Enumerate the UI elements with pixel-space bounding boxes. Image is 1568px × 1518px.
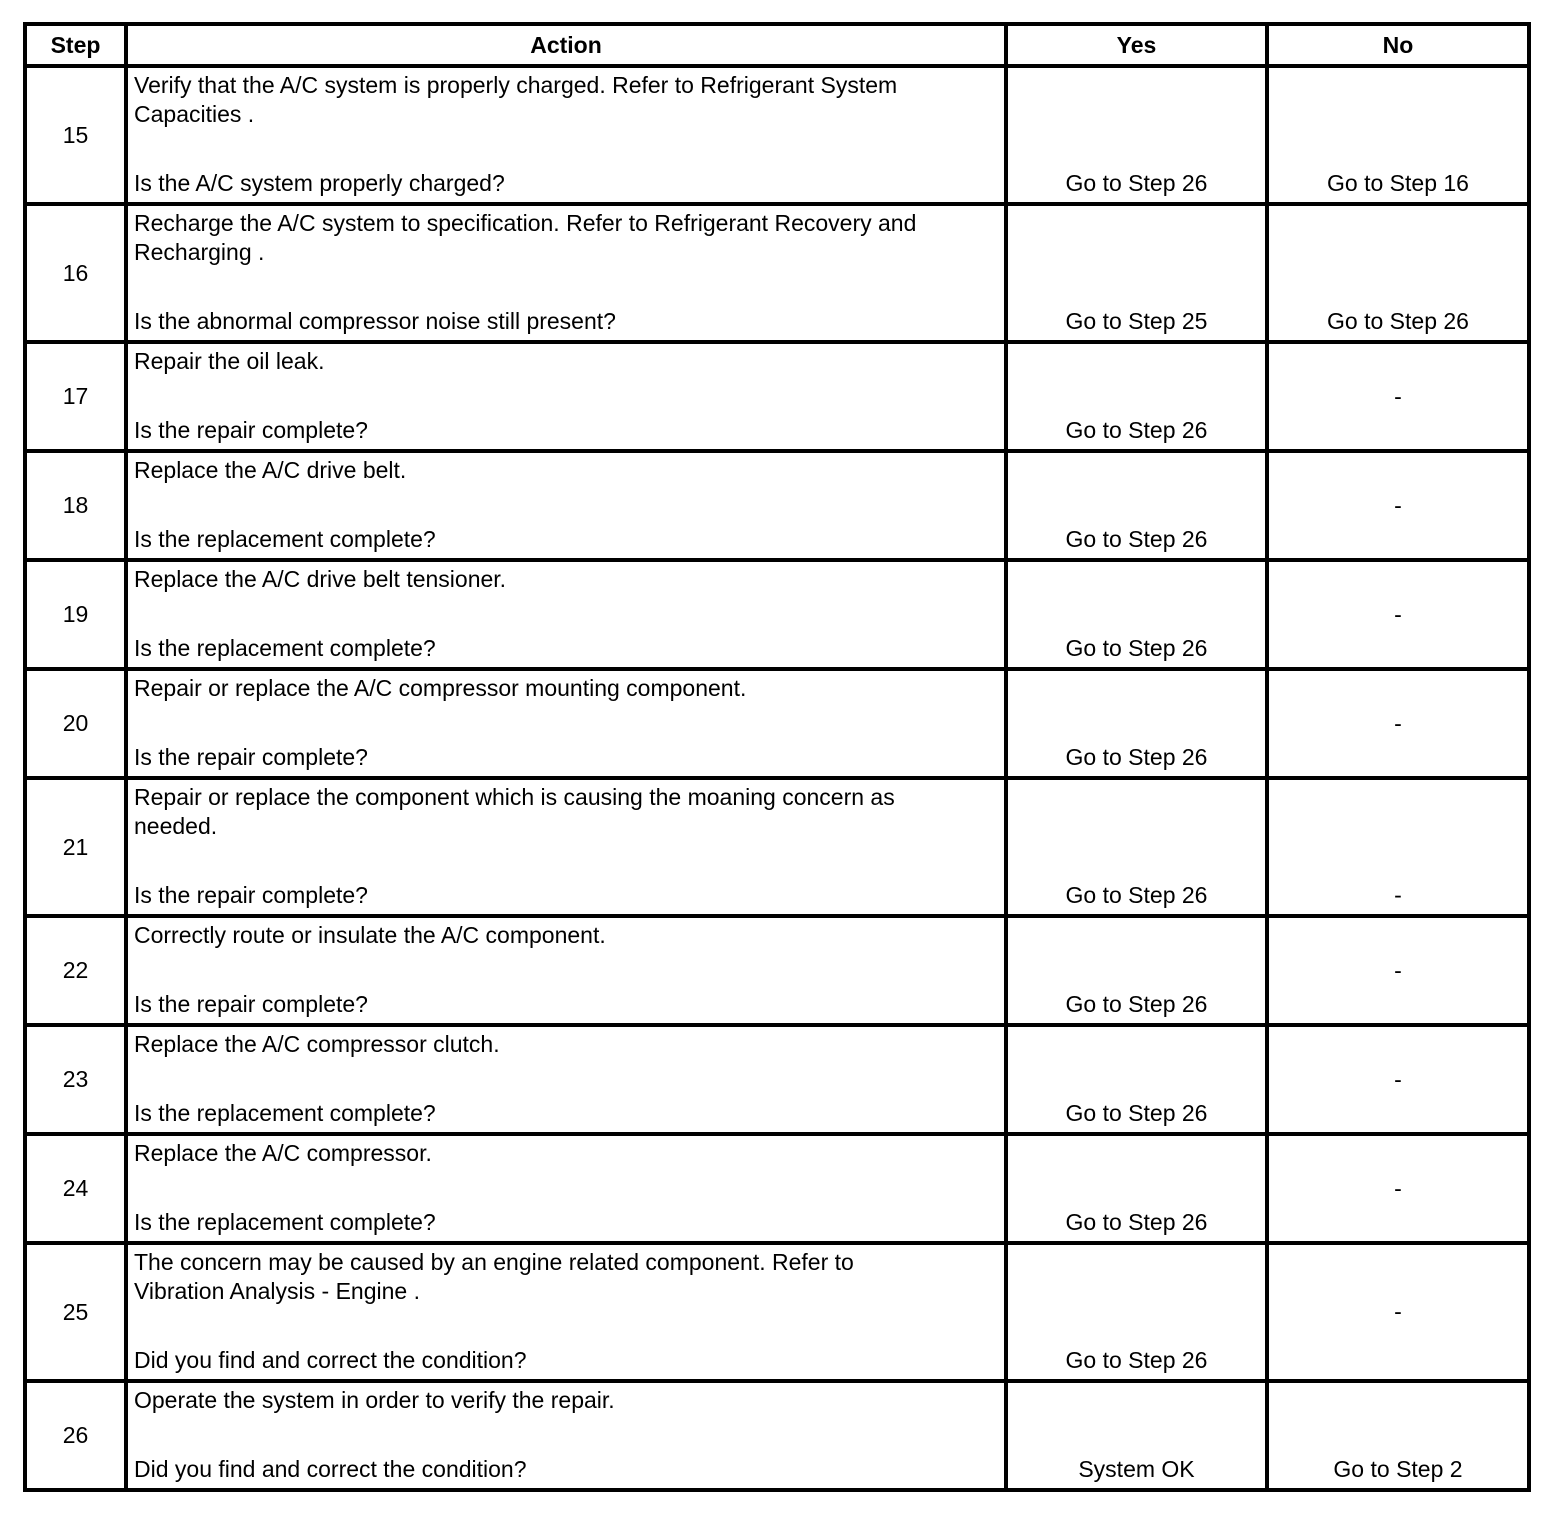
- no-cell: [1267, 778, 1529, 916]
- yes-cell: [1006, 560, 1267, 669]
- step-number: 16: [25, 204, 126, 342]
- table-row: [25, 916, 1529, 1025]
- no-result: Go to Step 16: [1327, 170, 1469, 196]
- table-row: [25, 778, 1529, 916]
- no-cell: [1267, 342, 1529, 451]
- action-cell: [126, 560, 1006, 669]
- action-instruction: Replace the A/C compressor clutch.: [134, 1031, 500, 1057]
- action-instruction: Replace the A/C drive belt tensioner.: [134, 566, 507, 592]
- action-instruction: Replace the A/C drive belt.: [134, 457, 407, 483]
- yes-cell: [1006, 1243, 1267, 1381]
- yes-column-header: Yes: [1006, 24, 1267, 66]
- action-question: Did you find and correct the condition?: [134, 1456, 527, 1482]
- action-cell: [126, 1134, 1006, 1243]
- yes-cell: [1006, 1134, 1267, 1243]
- action-question: Is the A/C system properly charged?: [134, 170, 505, 196]
- action-instruction: Repair the oil leak.: [134, 348, 325, 374]
- action-question: Is the replacement complete?: [134, 1209, 436, 1235]
- table-row: [25, 66, 1529, 204]
- table-row: [25, 1381, 1529, 1490]
- yes-result: Go to Step 26: [1065, 1347, 1208, 1373]
- yes-result: Go to Step 26: [1065, 744, 1208, 770]
- action-instruction: Correctly route or insulate the A/C component.: [134, 922, 606, 948]
- action-content: [128, 918, 1004, 1023]
- no-cell: [1267, 66, 1529, 204]
- yes-result: System OK: [1078, 1456, 1195, 1482]
- no-result: -: [1394, 1066, 1402, 1092]
- action-cell: [126, 1381, 1006, 1490]
- action-content: [128, 1245, 1004, 1379]
- step-number: 26: [25, 1381, 126, 1490]
- action-instruction: Recharge the A/C system to specification. Refer to Refrigerant Recovery and Recharging .: [134, 210, 917, 265]
- action-content: [128, 671, 1004, 776]
- action-content: [128, 1383, 1004, 1488]
- yes-result: Go to Step 26: [1065, 417, 1208, 443]
- diagnostic-table: [23, 22, 1531, 1492]
- yes-cell: [1006, 66, 1267, 204]
- action-cell: [126, 778, 1006, 916]
- no-result: -: [1394, 710, 1402, 736]
- action-cell: [126, 451, 1006, 560]
- action-instruction: Repair or replace the component which is causing the moaning concern as needed.: [134, 784, 895, 839]
- table-row: [25, 451, 1529, 560]
- table-row: [25, 342, 1529, 451]
- no-column-header: No: [1267, 24, 1529, 66]
- no-cell: [1267, 1025, 1529, 1134]
- step-number: 17: [25, 342, 126, 451]
- yes-cell: [1006, 669, 1267, 778]
- action-instruction: Operate the system in order to verify the repair.: [134, 1387, 615, 1413]
- yes-result: Go to Step 25: [1065, 308, 1208, 334]
- yes-cell: [1006, 778, 1267, 916]
- yes-result: Go to Step 26: [1065, 526, 1208, 552]
- action-content: [128, 206, 1004, 340]
- no-result: -: [1394, 492, 1402, 518]
- action-question: Is the repair complete?: [134, 991, 368, 1017]
- no-cell: [1267, 451, 1529, 560]
- yes-result: Go to Step 26: [1065, 635, 1208, 661]
- step-column-header: Step: [25, 24, 126, 66]
- no-result: -: [1394, 383, 1402, 409]
- table-row: [25, 1243, 1529, 1381]
- yes-result: Go to Step 26: [1065, 1209, 1208, 1235]
- no-cell: [1267, 560, 1529, 669]
- yes-cell: [1006, 1381, 1267, 1490]
- action-cell: [126, 204, 1006, 342]
- yes-cell: [1006, 1025, 1267, 1134]
- step-number: 23: [25, 1025, 126, 1134]
- action-column-header: Action: [126, 24, 1006, 66]
- no-cell: [1267, 916, 1529, 1025]
- action-cell: [126, 669, 1006, 778]
- action-question: Did you find and correct the condition?: [134, 1347, 527, 1373]
- table-row: [25, 1025, 1529, 1134]
- action-instruction: Replace the A/C compressor.: [134, 1140, 432, 1166]
- step-number: 25: [25, 1243, 126, 1381]
- action-content: [128, 453, 1004, 558]
- no-result: Go to Step 26: [1327, 308, 1469, 334]
- action-content: [128, 780, 1004, 914]
- action-content: [128, 1027, 1004, 1132]
- step-number: 22: [25, 916, 126, 1025]
- action-instruction: Verify that the A/C system is properly charged. Refer to Refrigerant System Capacities .: [134, 72, 898, 127]
- action-question: Is the repair complete?: [134, 417, 368, 443]
- yes-result: Go to Step 26: [1065, 991, 1208, 1017]
- step-number: 21: [25, 778, 126, 916]
- action-cell: [126, 1025, 1006, 1134]
- no-result: -: [1394, 957, 1402, 983]
- table-row: [25, 1134, 1529, 1243]
- no-cell: [1267, 1243, 1529, 1381]
- action-question: Is the abnormal compressor noise still present?: [134, 308, 616, 334]
- action-cell: [126, 1243, 1006, 1381]
- no-cell: [1267, 1134, 1529, 1243]
- yes-cell: [1006, 204, 1267, 342]
- no-cell: [1267, 204, 1529, 342]
- action-cell: [126, 916, 1006, 1025]
- step-number: 18: [25, 451, 126, 560]
- action-instruction: Repair or replace the A/C compressor mounting component.: [134, 675, 747, 701]
- action-question: Is the replacement complete?: [134, 526, 436, 552]
- no-result: -: [1394, 601, 1402, 627]
- action-question: Is the repair complete?: [134, 744, 368, 770]
- yes-cell: [1006, 916, 1267, 1025]
- step-number: 19: [25, 560, 126, 669]
- action-content: [128, 68, 1004, 202]
- action-question: Is the replacement complete?: [134, 635, 436, 661]
- action-question: Is the repair complete?: [134, 882, 368, 908]
- action-content: [128, 344, 1004, 449]
- table-body: [25, 66, 1529, 1490]
- no-result: -: [1394, 1298, 1402, 1325]
- no-cell: [1267, 669, 1529, 778]
- action-content: [128, 562, 1004, 667]
- action-cell: [126, 342, 1006, 451]
- action-question: Is the replacement complete?: [134, 1100, 436, 1126]
- step-number: 24: [25, 1134, 126, 1243]
- yes-cell: [1006, 451, 1267, 560]
- table-row: [25, 669, 1529, 778]
- yes-result: Go to Step 26: [1065, 170, 1208, 196]
- header-row: [25, 24, 1529, 66]
- yes-result: Go to Step 26: [1065, 882, 1208, 908]
- step-number: 15: [25, 66, 126, 204]
- yes-cell: [1006, 342, 1267, 451]
- action-instruction: The concern may be caused by an engine related component. Refer to Vibration Analysis - Engine .: [134, 1249, 854, 1304]
- no-cell: [1267, 1381, 1529, 1490]
- table-row: [25, 204, 1529, 342]
- no-result: -: [1394, 1175, 1402, 1201]
- action-content: [128, 1136, 1004, 1241]
- no-result: -: [1394, 882, 1402, 908]
- no-result: Go to Step 2: [1333, 1456, 1463, 1482]
- yes-result: Go to Step 26: [1065, 1100, 1208, 1126]
- action-cell: [126, 66, 1006, 204]
- step-number: 20: [25, 669, 126, 778]
- table-row: [25, 560, 1529, 669]
